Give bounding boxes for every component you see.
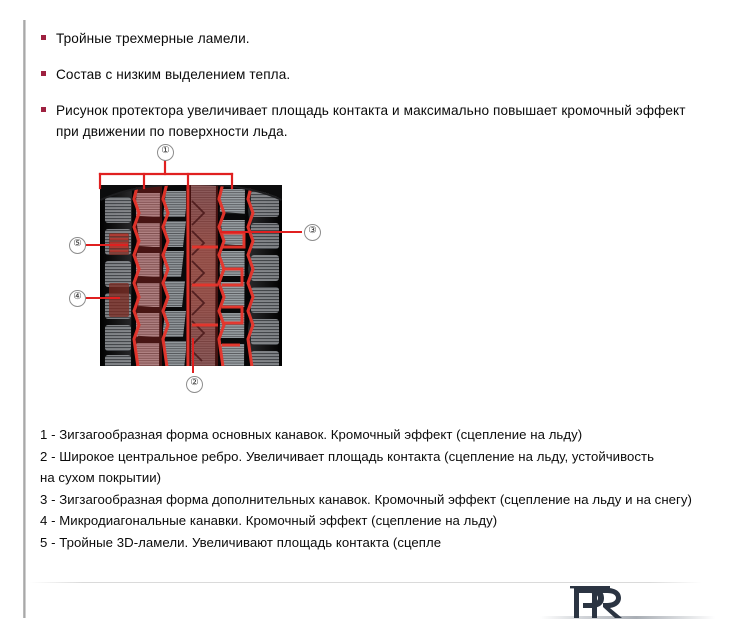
list-item [40,28,712,49]
callout-5-leader-line [86,244,128,246]
bullet-square-icon [41,107,46,112]
callout-5: ⑤ [69,237,86,254]
list-item [40,100,712,142]
feature-bullet-list [40,28,712,142]
bullet-text: Тройные трехмерные ламели. [56,31,250,46]
pr-logo [540,576,715,636]
legend-item-4: 4 - Микродиагональные канавки. Кромочный эффект (сцепление на льду) [40,513,498,528]
legend-item-2: 2 - Широкое центральное ребро. Увеличивает площадь контакта (сцепление на льду, устойчивость на сухом покрытии) [40,448,655,485]
legend-item-5: 5 - Тройные 3D-ламели. Увеличивают площадь контакта (сцепле [40,534,442,550]
bullet-text: Рисунок протектора увеличивает площадь контакта и максимально повышает кромочный эффект при движении по поверхности льда. [56,103,686,139]
callout-1-bracket [52,160,312,192]
legend-list [40,424,716,553]
callout-4-leader-line [86,297,120,299]
bullet-square-icon [41,35,46,40]
bullet-square-icon [41,71,46,76]
callout-4: ④ [69,290,86,307]
callout-3: ③ [304,224,321,241]
tire-tread-image [100,185,282,366]
legend-item-1: 1 - Зигзагообразная форма основных канавок. Кромочный эффект (сцепление на льду) [40,427,583,442]
callout-2: ② [186,376,203,393]
bullet-text: Состав с низким выделением тепла. [56,67,291,82]
list-item [40,64,712,85]
callout-3-leader-line [220,231,302,233]
left-vertical-rule [23,20,26,618]
callout-1: ① [157,144,174,161]
callout-2-leader-line [192,338,194,373]
tire-tread-figure [52,142,342,404]
legend-item-3: 3 - Зигзагообразная форма дополнительных канавок. Кромочный эффект (сцепление на льду и на снегу) [40,491,692,507]
